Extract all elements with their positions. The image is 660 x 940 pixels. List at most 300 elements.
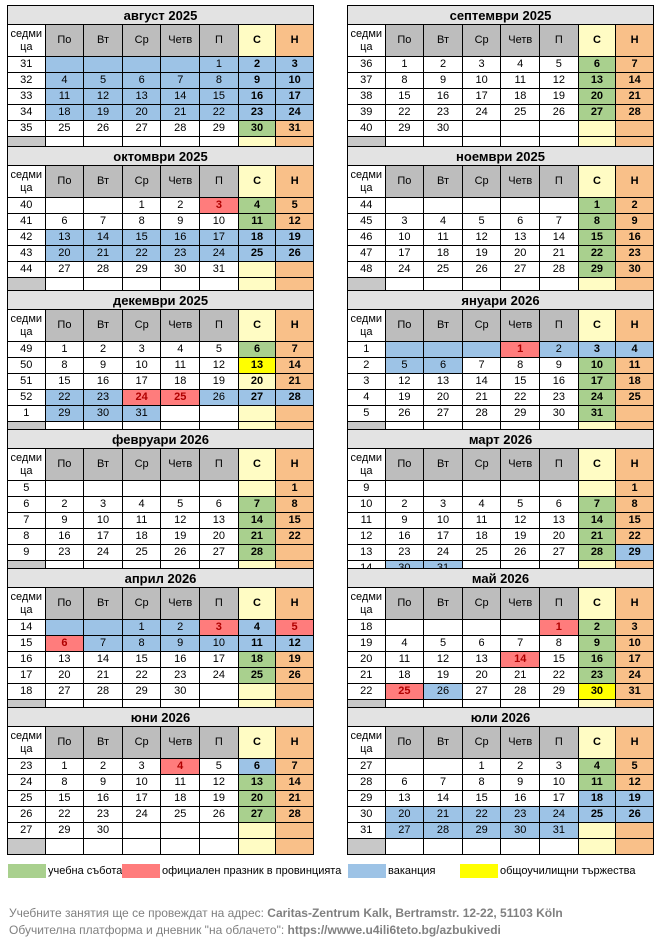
- week-row: [8, 620, 314, 636]
- month-calendar: [7, 429, 314, 577]
- day-cell: 25: [424, 262, 463, 278]
- legend-label-school-saturday: учебна събота: [48, 865, 123, 877]
- header-tue: Вт: [84, 727, 123, 759]
- day-cell: 7: [276, 759, 314, 775]
- day-cell: 27: [424, 406, 463, 422]
- day-cell: 31: [616, 684, 654, 700]
- week-number: 13: [348, 545, 386, 561]
- header-thu: Четв: [501, 588, 540, 620]
- header-sun: Н: [616, 25, 654, 57]
- day-cell: [385, 198, 424, 214]
- day-cell: 13: [238, 358, 276, 374]
- day-cell: [385, 839, 424, 855]
- day-cell: 10: [122, 358, 161, 374]
- day-cell: [385, 342, 424, 358]
- day-cell: [84, 481, 123, 497]
- month-calendar: [7, 5, 314, 153]
- day-cell: 27: [385, 823, 424, 839]
- day-cell: [578, 121, 616, 137]
- day-cell: 26: [501, 545, 540, 561]
- day-cell: 24: [200, 668, 239, 684]
- day-cell: 18: [385, 668, 424, 684]
- day-cell: 30: [540, 406, 579, 422]
- day-cell: 29: [122, 684, 161, 700]
- day-cell: 7: [161, 73, 200, 89]
- day-cell: 2: [424, 57, 463, 73]
- day-cell: [540, 198, 579, 214]
- day-cell: 20: [238, 374, 276, 390]
- day-cell: 23: [616, 246, 654, 262]
- day-cell: 4: [238, 620, 276, 636]
- day-cell: 22: [122, 246, 161, 262]
- header-fri: П: [540, 727, 579, 759]
- header-fri: П: [540, 166, 579, 198]
- month-calendar: [347, 5, 654, 153]
- week-row: [8, 529, 314, 545]
- header-tue: Вт: [424, 588, 463, 620]
- day-cell: 5: [200, 759, 239, 775]
- day-cell: 15: [616, 513, 654, 529]
- day-cell: 3: [462, 57, 501, 73]
- week-row: [348, 759, 654, 775]
- week-number: 51: [8, 374, 46, 390]
- day-cell: [540, 481, 579, 497]
- header-thu: Четв: [161, 588, 200, 620]
- day-cell: 8: [122, 214, 161, 230]
- week-row: [8, 791, 314, 807]
- week-row: [348, 57, 654, 73]
- week-row: [8, 57, 314, 73]
- day-cell: 30: [616, 262, 654, 278]
- day-cell: 20: [424, 390, 463, 406]
- day-cell: 1: [122, 620, 161, 636]
- day-cell: 24: [84, 545, 123, 561]
- week-number: 11: [348, 513, 386, 529]
- month-calendar: [347, 429, 654, 577]
- header-thu: Четв: [161, 727, 200, 759]
- day-cell: 25: [238, 668, 276, 684]
- month-title: октомври 2025: [8, 147, 314, 166]
- header-mon: По: [385, 25, 424, 57]
- day-cell: [462, 839, 501, 855]
- day-cell: 29: [578, 262, 616, 278]
- day-cell: 18: [238, 652, 276, 668]
- day-cell: 29: [616, 545, 654, 561]
- week-row: [348, 620, 654, 636]
- day-cell: 3: [122, 342, 161, 358]
- week-number: 8: [8, 529, 46, 545]
- header-sat: С: [578, 25, 616, 57]
- day-cell: [385, 759, 424, 775]
- day-cell: 5: [276, 198, 314, 214]
- day-cell: 16: [501, 791, 540, 807]
- week-number: 1: [8, 406, 46, 422]
- day-cell: 16: [161, 230, 200, 246]
- day-cell: 27: [45, 684, 84, 700]
- day-cell: 26: [385, 406, 424, 422]
- day-cell: 3: [578, 342, 616, 358]
- header-sun: Н: [616, 310, 654, 342]
- day-cell: 2: [45, 497, 84, 513]
- day-cell: 3: [84, 497, 123, 513]
- day-cell: 9: [238, 73, 276, 89]
- week-number: 26: [8, 807, 46, 823]
- day-cell: 7: [501, 636, 540, 652]
- day-cell: 30: [161, 262, 200, 278]
- day-cell: 18: [578, 791, 616, 807]
- footer-address: [9, 906, 563, 920]
- week-row: [8, 246, 314, 262]
- day-cell: 4: [462, 497, 501, 513]
- month-title: май 2026: [348, 569, 654, 588]
- day-cell: 28: [84, 684, 123, 700]
- day-cell: 18: [424, 246, 463, 262]
- week-row: [348, 246, 654, 262]
- day-cell: 14: [276, 775, 314, 791]
- day-cell: 28: [616, 105, 654, 121]
- header-thu: Четв: [161, 449, 200, 481]
- day-cell: 20: [385, 807, 424, 823]
- day-cell: 16: [578, 652, 616, 668]
- header-thu: Четв: [501, 166, 540, 198]
- day-cell: 17: [540, 791, 579, 807]
- day-cell: 14: [578, 513, 616, 529]
- month-title: юни 2026: [8, 708, 314, 727]
- day-cell: 8: [200, 73, 239, 89]
- day-cell: [424, 342, 463, 358]
- day-cell: [276, 684, 314, 700]
- day-cell: 30: [501, 823, 540, 839]
- day-cell: 4: [161, 759, 200, 775]
- day-cell: 12: [616, 775, 654, 791]
- day-cell: 24: [122, 390, 161, 406]
- week-row: [348, 214, 654, 230]
- day-cell: 21: [238, 529, 276, 545]
- day-cell: 5: [161, 497, 200, 513]
- header-sun: Н: [276, 449, 314, 481]
- day-cell: [200, 406, 239, 422]
- day-cell: 13: [462, 652, 501, 668]
- week-number: 10: [348, 497, 386, 513]
- day-cell: 10: [424, 513, 463, 529]
- week-row: [348, 513, 654, 529]
- day-cell: [122, 57, 161, 73]
- header-sun: Н: [276, 727, 314, 759]
- week-number: 33: [8, 89, 46, 105]
- day-cell: 16: [161, 652, 200, 668]
- day-cell: 14: [462, 374, 501, 390]
- day-cell: 25: [578, 807, 616, 823]
- week-row: [348, 121, 654, 137]
- month-calendar: [7, 568, 314, 716]
- week-number: 40: [8, 198, 46, 214]
- legend-label-celebration: общоучилищни тържества: [500, 865, 636, 877]
- day-cell: 17: [276, 89, 314, 105]
- day-cell: 2: [84, 342, 123, 358]
- day-cell: 19: [540, 89, 579, 105]
- header-week: седми ца: [348, 25, 386, 57]
- day-cell: 5: [540, 57, 579, 73]
- day-cell: 4: [616, 342, 654, 358]
- day-cell: 26: [276, 668, 314, 684]
- week-row: [348, 105, 654, 121]
- day-cell: 1: [45, 759, 84, 775]
- week-row: [8, 342, 314, 358]
- day-cell: 29: [462, 823, 501, 839]
- month-title: септември 2025: [348, 6, 654, 25]
- day-cell: 13: [122, 89, 161, 105]
- day-cell: 14: [161, 89, 200, 105]
- week-row: [348, 684, 654, 700]
- day-cell: 17: [424, 529, 463, 545]
- week-row: [348, 652, 654, 668]
- day-cell: 11: [161, 358, 200, 374]
- legend: [0, 862, 660, 882]
- day-cell: 1: [501, 342, 540, 358]
- week-row: [348, 374, 654, 390]
- day-cell: 20: [238, 791, 276, 807]
- day-cell: 2: [578, 620, 616, 636]
- day-cell: 11: [501, 73, 540, 89]
- header-tue: Вт: [424, 166, 463, 198]
- day-cell: 30: [578, 684, 616, 700]
- day-cell: 9: [161, 636, 200, 652]
- day-cell: 2: [161, 620, 200, 636]
- day-cell: 2: [501, 759, 540, 775]
- header-wed: Ср: [462, 727, 501, 759]
- day-cell: 4: [385, 636, 424, 652]
- week-row: [8, 230, 314, 246]
- day-cell: [161, 481, 200, 497]
- header-thu: Четв: [161, 166, 200, 198]
- day-cell: 6: [122, 73, 161, 89]
- month-title: януари 2026: [348, 291, 654, 310]
- header-sat: С: [578, 449, 616, 481]
- day-cell: 25: [616, 390, 654, 406]
- header-thu: Четв: [501, 449, 540, 481]
- day-cell: 20: [45, 246, 84, 262]
- day-cell: 11: [462, 513, 501, 529]
- day-cell: [424, 759, 463, 775]
- day-cell: 10: [276, 73, 314, 89]
- legend-label-vacation: ваканция: [388, 865, 436, 877]
- week-number: 39: [348, 105, 386, 121]
- week-number: 22: [348, 684, 386, 700]
- day-cell: 21: [84, 246, 123, 262]
- header-sat: С: [238, 449, 276, 481]
- day-cell: 22: [578, 246, 616, 262]
- header-mon: По: [385, 310, 424, 342]
- header-week: седми ца: [348, 310, 386, 342]
- day-cell: 16: [238, 89, 276, 105]
- week-number: 45: [348, 214, 386, 230]
- day-cell: 14: [540, 230, 579, 246]
- day-cell: [45, 620, 84, 636]
- week-number: 42: [8, 230, 46, 246]
- day-cell: 2: [238, 57, 276, 73]
- day-cell: 14: [276, 358, 314, 374]
- day-cell: [540, 839, 579, 855]
- day-cell: 16: [424, 89, 463, 105]
- day-cell: [616, 823, 654, 839]
- day-cell: 15: [122, 652, 161, 668]
- day-cell: 26: [84, 121, 123, 137]
- day-cell: 10: [84, 513, 123, 529]
- day-cell: 9: [424, 73, 463, 89]
- day-cell: [462, 342, 501, 358]
- day-cell: 23: [161, 668, 200, 684]
- day-cell: 5: [462, 214, 501, 230]
- header-fri: П: [200, 310, 239, 342]
- header-wed: Ср: [122, 588, 161, 620]
- day-cell: 12: [161, 513, 200, 529]
- day-cell: 19: [200, 791, 239, 807]
- day-cell: 18: [45, 105, 84, 121]
- week-number: 15: [8, 636, 46, 652]
- day-cell: 18: [501, 89, 540, 105]
- day-cell: 22: [385, 105, 424, 121]
- day-cell: 28: [276, 807, 314, 823]
- day-cell: 1: [540, 620, 579, 636]
- day-cell: [501, 198, 540, 214]
- day-cell: 23: [578, 668, 616, 684]
- day-cell: 4: [424, 214, 463, 230]
- day-cell: 22: [501, 390, 540, 406]
- day-cell: 17: [616, 652, 654, 668]
- month-calendar: [347, 290, 654, 438]
- day-cell: 26: [200, 807, 239, 823]
- day-cell: 7: [238, 497, 276, 513]
- day-cell: 6: [45, 636, 84, 652]
- week-number: 28: [348, 775, 386, 791]
- day-cell: 2: [161, 198, 200, 214]
- day-cell: 26: [276, 246, 314, 262]
- day-cell: 15: [276, 513, 314, 529]
- week-number: 5: [348, 406, 386, 422]
- day-cell: [276, 545, 314, 561]
- day-cell: 4: [45, 73, 84, 89]
- footer-platform-link[interactable]: https://wwwe.u4ili6teto.bg/azbukivedi: [287, 923, 501, 937]
- week-number: 27: [348, 759, 386, 775]
- header-thu: Четв: [161, 310, 200, 342]
- day-cell: 17: [200, 652, 239, 668]
- day-cell: 22: [276, 529, 314, 545]
- week-row: [8, 545, 314, 561]
- day-cell: [578, 839, 616, 855]
- day-cell: 13: [578, 73, 616, 89]
- day-cell: 19: [616, 791, 654, 807]
- day-cell: [462, 481, 501, 497]
- week-row: [8, 374, 314, 390]
- day-cell: 18: [161, 791, 200, 807]
- day-cell: 7: [578, 497, 616, 513]
- day-cell: 13: [424, 374, 463, 390]
- week-row: [348, 262, 654, 278]
- header-sat: С: [238, 588, 276, 620]
- header-wed: Ср: [122, 25, 161, 57]
- header-fri: П: [540, 25, 579, 57]
- day-cell: 20: [578, 89, 616, 105]
- day-cell: [616, 839, 654, 855]
- header-mon: По: [385, 727, 424, 759]
- day-cell: 13: [501, 230, 540, 246]
- week-row: [8, 73, 314, 89]
- day-cell: [238, 481, 276, 497]
- header-sat: С: [238, 166, 276, 198]
- day-cell: 26: [161, 545, 200, 561]
- day-cell: 8: [540, 636, 579, 652]
- week-number: [348, 839, 386, 855]
- day-cell: 17: [122, 374, 161, 390]
- month-calendar: [7, 146, 314, 294]
- week-number: 44: [8, 262, 46, 278]
- day-cell: 7: [616, 57, 654, 73]
- day-cell: 11: [616, 358, 654, 374]
- day-cell: 24: [616, 668, 654, 684]
- day-cell: 21: [501, 668, 540, 684]
- day-cell: [238, 823, 276, 839]
- day-cell: 22: [45, 390, 84, 406]
- week-row: [348, 230, 654, 246]
- week-number: 17: [8, 668, 46, 684]
- day-cell: 18: [161, 374, 200, 390]
- day-cell: 25: [501, 105, 540, 121]
- day-cell: 29: [540, 684, 579, 700]
- day-cell: 15: [501, 374, 540, 390]
- legend-swatch-holiday: [122, 864, 160, 878]
- header-sat: С: [578, 588, 616, 620]
- header-week: седми ца: [8, 25, 46, 57]
- day-cell: 19: [200, 374, 239, 390]
- day-cell: 23: [540, 390, 579, 406]
- day-cell: 16: [385, 529, 424, 545]
- day-cell: 25: [45, 121, 84, 137]
- header-mon: По: [45, 166, 84, 198]
- week-row: [8, 823, 314, 839]
- week-number: 48: [348, 262, 386, 278]
- day-cell: 23: [84, 807, 123, 823]
- day-cell: [84, 620, 123, 636]
- header-week: седми ца: [348, 166, 386, 198]
- day-cell: 31: [200, 262, 239, 278]
- day-cell: 21: [84, 668, 123, 684]
- week-number: 44: [348, 198, 386, 214]
- header-sun: Н: [276, 588, 314, 620]
- day-cell: 28: [84, 262, 123, 278]
- day-cell: 19: [276, 652, 314, 668]
- day-cell: 29: [200, 121, 239, 137]
- week-row: [8, 481, 314, 497]
- week-row: [348, 775, 654, 791]
- week-number: 35: [8, 121, 46, 137]
- day-cell: 15: [200, 89, 239, 105]
- day-cell: 28: [540, 262, 579, 278]
- day-cell: 25: [122, 545, 161, 561]
- week-number: 9: [348, 481, 386, 497]
- day-cell: 18: [462, 529, 501, 545]
- day-cell: 21: [161, 105, 200, 121]
- week-row: [348, 497, 654, 513]
- week-row: [8, 105, 314, 121]
- legend-swatch-vacation: [348, 864, 386, 878]
- day-cell: 24: [276, 105, 314, 121]
- week-row: [348, 481, 654, 497]
- day-cell: 8: [45, 358, 84, 374]
- day-cell: 11: [578, 775, 616, 791]
- header-mon: По: [45, 25, 84, 57]
- day-cell: [462, 620, 501, 636]
- week-row: [348, 791, 654, 807]
